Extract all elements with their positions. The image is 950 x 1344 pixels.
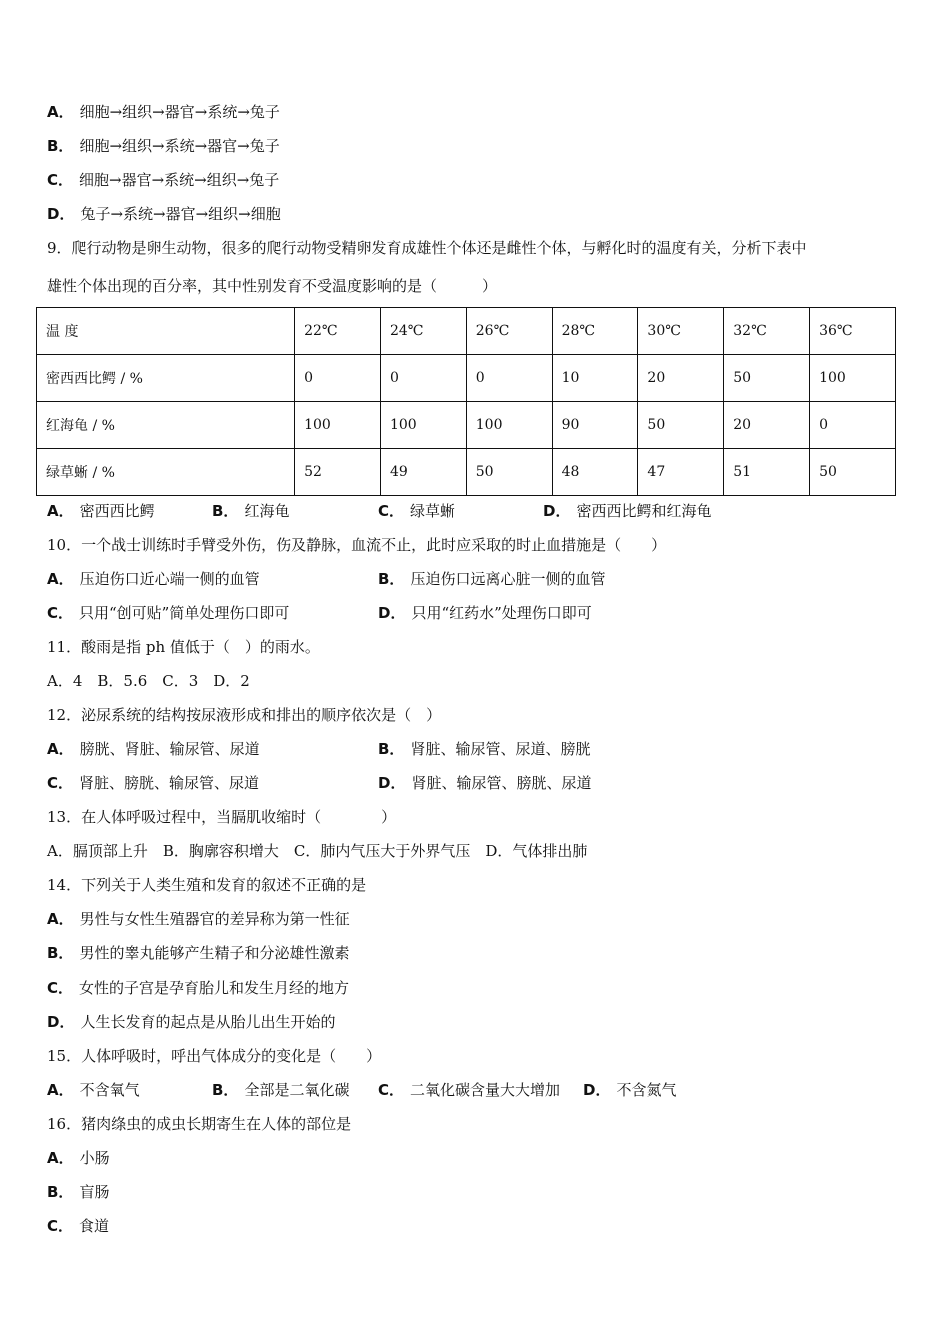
table-cell: 10 bbox=[552, 355, 638, 402]
option-letter: B． bbox=[378, 740, 405, 758]
option-letter: B． bbox=[378, 570, 405, 588]
option-text: 红海龟 bbox=[244, 502, 290, 520]
table-cell: 52 bbox=[295, 449, 381, 496]
option-letter: D． bbox=[378, 604, 406, 622]
q15-option-c bbox=[378, 1080, 560, 1100]
option-letter: C． bbox=[47, 604, 74, 622]
option-text: 压迫伤口远离心脏一侧的血管 bbox=[410, 570, 606, 588]
option-letter: A． bbox=[47, 570, 74, 588]
q11-options: A．4 B．5.6 C．3 D．2 bbox=[47, 672, 250, 690]
table-cell: 51 bbox=[724, 449, 810, 496]
table-cell: 50 bbox=[466, 449, 552, 496]
option-text: 女性的子宫是孕育胎儿和发生月经的地方 bbox=[79, 979, 350, 997]
q8-option-b bbox=[47, 136, 280, 156]
table-cell: 100 bbox=[466, 402, 552, 449]
table-cell: 0 bbox=[380, 355, 466, 402]
option-letter: D． bbox=[583, 1081, 611, 1099]
option-letter: B． bbox=[47, 137, 74, 155]
table-row bbox=[37, 449, 896, 496]
option-text: 细胞→组织→器官→系统→兔子 bbox=[79, 103, 280, 121]
table-cell: 50 bbox=[724, 355, 810, 402]
table-cell: 100 bbox=[380, 402, 466, 449]
q10-option-d bbox=[378, 603, 592, 623]
option-letter: B． bbox=[212, 502, 239, 520]
q9-option-c bbox=[378, 501, 455, 521]
table-cell: 100 bbox=[810, 355, 896, 402]
option-text: 食道 bbox=[79, 1217, 110, 1235]
option-letter: C． bbox=[378, 1081, 405, 1099]
q9-option-b bbox=[212, 501, 289, 521]
table-cell: 20 bbox=[724, 402, 810, 449]
q12-stem: 12．泌尿系统的结构按尿液形成和排出的顺序依次是（ ） bbox=[47, 706, 442, 724]
table-cell: 0 bbox=[466, 355, 552, 402]
table-row bbox=[37, 355, 896, 402]
table-cell: 0 bbox=[810, 402, 896, 449]
option-text: 不含氧气 bbox=[79, 1081, 140, 1099]
option-text: 压迫伤口近心端一侧的血管 bbox=[79, 570, 260, 588]
table-cell: 50 bbox=[638, 402, 724, 449]
table-cell: 49 bbox=[380, 449, 466, 496]
q15-option-a bbox=[47, 1080, 140, 1100]
option-letter: D． bbox=[47, 205, 75, 223]
table-cell: 28℃ bbox=[552, 308, 638, 355]
q14-option-a bbox=[47, 909, 350, 929]
option-letter: C． bbox=[378, 502, 405, 520]
q13-stem: 13．在人体呼吸过程中，当膈肌收缩时（ ） bbox=[47, 808, 397, 826]
table-cell: 100 bbox=[295, 402, 381, 449]
option-letter: C． bbox=[47, 979, 74, 997]
option-letter: B． bbox=[47, 1183, 74, 1201]
q16-option-b bbox=[47, 1182, 109, 1202]
q10-option-b bbox=[378, 569, 605, 589]
q14-option-d bbox=[47, 1012, 335, 1032]
q13-options: A．膈顶部上升 B．胸廓容积增大 C．肺内气压大于外界气压 D．气体排出肺 bbox=[47, 842, 588, 860]
table-header-row bbox=[37, 308, 896, 355]
option-text: 绿草蜥 bbox=[410, 502, 456, 520]
option-letter: D． bbox=[378, 774, 406, 792]
option-letter: C． bbox=[47, 1217, 74, 1235]
option-text: 二氧化碳含量大大增加 bbox=[410, 1081, 561, 1099]
q12-option-c bbox=[47, 773, 259, 793]
option-letter: D． bbox=[47, 1013, 75, 1031]
option-text: 密西西比鳄 bbox=[79, 502, 155, 520]
option-letter: C． bbox=[47, 774, 74, 792]
option-letter: D． bbox=[543, 502, 571, 520]
option-letter: A． bbox=[47, 1149, 74, 1167]
q16-option-c bbox=[47, 1216, 109, 1236]
table-cell: 36℃ bbox=[810, 308, 896, 355]
q16-option-a bbox=[47, 1148, 110, 1168]
q8-option-a bbox=[47, 102, 280, 122]
option-letter: B． bbox=[212, 1081, 239, 1099]
option-text: 只用“红药水”处理伤口即可 bbox=[411, 604, 592, 622]
table-cell: 20 bbox=[638, 355, 724, 402]
table-cell: 26℃ bbox=[466, 308, 552, 355]
q12-option-a bbox=[47, 739, 260, 759]
q9-option-a bbox=[47, 501, 155, 521]
option-text: 人生长发育的起点是从胎儿出生开始的 bbox=[80, 1013, 336, 1031]
table-row-label: 密西西比鳄 / % bbox=[37, 355, 295, 402]
q10-option-a bbox=[47, 569, 260, 589]
q16-stem: 16．猪肉绦虫的成虫长期寄生在人体的部位是 bbox=[47, 1115, 352, 1133]
option-letter: A． bbox=[47, 103, 74, 121]
table-cell: 48 bbox=[552, 449, 638, 496]
option-text: 只用“创可贴”简单处理伤口即可 bbox=[79, 604, 290, 622]
option-text: 男性与女性生殖器官的差异称为第一性征 bbox=[79, 910, 350, 928]
q8-option-d bbox=[47, 204, 281, 224]
q9-stem-line2: 雄性个体出现的百分率，其中性别发育不受温度影响的是（ ） bbox=[47, 277, 498, 295]
table-cell: 0 bbox=[295, 355, 381, 402]
option-text: 肾脏、输尿管、尿道、膀胱 bbox=[410, 740, 591, 758]
option-text: 细胞→组织→系统→器官→兔子 bbox=[79, 137, 280, 155]
temperature-table bbox=[36, 307, 896, 496]
q8-option-c bbox=[47, 170, 279, 190]
option-letter: C． bbox=[47, 171, 74, 189]
table-cell: 47 bbox=[638, 449, 724, 496]
option-letter: B． bbox=[47, 944, 74, 962]
q15-stem: 15．人体呼吸时，呼出气体成分的变化是（ ） bbox=[47, 1047, 382, 1065]
q10-option-c bbox=[47, 603, 289, 623]
option-text: 肾脏、膀胱、输尿管、尿道 bbox=[79, 774, 260, 792]
table-cell: 24℃ bbox=[380, 308, 466, 355]
q14-option-c bbox=[47, 978, 349, 998]
option-text: 兔子→系统→器官→组织→细胞 bbox=[80, 205, 281, 223]
q10-stem: 10．一个战士训练时手臂受外伤，伤及静脉，血流不止，此时应采取的时止血措施是（ ） bbox=[47, 536, 667, 554]
table-cell: 30℃ bbox=[638, 308, 724, 355]
option-letter: A． bbox=[47, 740, 74, 758]
q14-stem: 14．下列关于人类生殖和发育的叙述不正确的是 bbox=[47, 876, 367, 894]
option-letter: A． bbox=[47, 910, 74, 928]
option-letter: A． bbox=[47, 1081, 74, 1099]
table-cell: 50 bbox=[810, 449, 896, 496]
q11-stem: 11．酸雨是指 ph 值低于（ ）的雨水。 bbox=[47, 638, 320, 656]
option-text: 全部是二氧化碳 bbox=[244, 1081, 350, 1099]
option-text: 肾脏、输尿管、膀胱、尿道 bbox=[411, 774, 592, 792]
option-text: 男性的睾丸能够产生精子和分泌雄性激素 bbox=[79, 944, 350, 962]
q15-option-d bbox=[583, 1080, 676, 1100]
table-cell: 90 bbox=[552, 402, 638, 449]
table-row-label: 绿草蜥 / % bbox=[37, 449, 295, 496]
q14-option-b bbox=[47, 943, 349, 963]
option-text: 膀胱、肾脏、输尿管、尿道 bbox=[79, 740, 260, 758]
q15-option-b bbox=[212, 1080, 349, 1100]
table-cell: 32℃ bbox=[724, 308, 810, 355]
table-row bbox=[37, 402, 896, 449]
q12-option-d bbox=[378, 773, 591, 793]
q12-option-b bbox=[378, 739, 590, 759]
option-text: 密西西比鳄和红海龟 bbox=[576, 502, 712, 520]
q9-stem-line1: 9．爬行动物是卵生动物，很多的爬行动物受精卵发育成雄性个体还是雌性个体，与孵化时的温度有关，分析下表中 bbox=[47, 239, 807, 257]
q9-option-d bbox=[543, 501, 711, 521]
table-row-label: 红海龟 / % bbox=[37, 402, 295, 449]
table-header-label: 温 度 bbox=[37, 308, 295, 355]
option-text: 细胞→器官→系统→组织→兔子 bbox=[79, 171, 280, 189]
option-letter: A． bbox=[47, 502, 74, 520]
option-text: 不含氮气 bbox=[616, 1081, 677, 1099]
table-cell: 22℃ bbox=[295, 308, 381, 355]
option-text: 盲肠 bbox=[79, 1183, 110, 1201]
option-text: 小肠 bbox=[79, 1149, 110, 1167]
